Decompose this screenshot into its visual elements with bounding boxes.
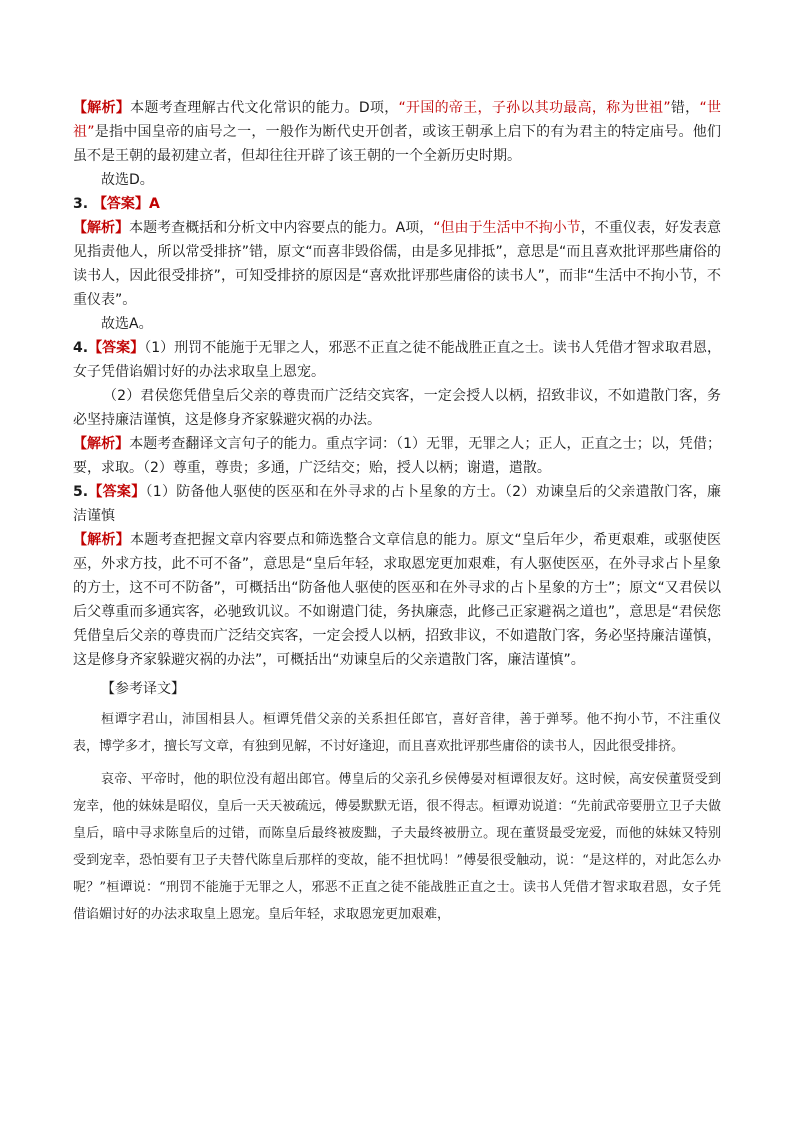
- translation-title: 【参考译文】: [101, 681, 185, 697]
- analysis-label: 【解析】: [73, 100, 131, 116]
- analysis-label: 【解析】: [73, 220, 130, 236]
- answer-label: 【答案】: [92, 196, 149, 212]
- q4-analysis-paragraph: [73, 432, 721, 480]
- document-body: [73, 96, 721, 928]
- q5-answer-paragraph: [73, 480, 721, 528]
- analysis-text: 错，: [670, 100, 700, 116]
- question-number: 4.: [73, 340, 89, 356]
- answer-text: （1）刑罚不能施于无罪之人，邪恶不正直之徒不能战胜正直之士。读书人凭借才智求取君恩，女子凭借谄媚讨好的办法求取皇上恩宠。: [73, 340, 722, 380]
- q3-analysis-paragraph: [73, 216, 721, 312]
- analysis-text: 本题考查翻译文言句子的能力。重点字词：（1）无罪，无罪之人；正人，正直之士；以，凭借；要，求取。（2）尊重，尊贵；多通，广泛结交；贻，授人以柄；谢遣，遣散。: [73, 436, 722, 476]
- quoted-option-text: “开国的帝王，子孙以其功最高，称为世祖”: [398, 100, 671, 116]
- conclusion-text: 故选A。: [101, 316, 153, 332]
- q5-analysis-paragraph: [73, 528, 721, 672]
- analysis-text: 本题考查把握文章内容要点和筛选整合文章信息的能力。原文“皇后年少，希更艰难，或驱使医巫，外求方技，此不可不备”，意思是“皇后年轻，求取恩宠更加艰难，有人驱使医巫，在外寻求占卜星象的方士，这不可不防备”，可概括出“防备他人驱使的医巫和在外寻求的占卜星象的方士”；原文“又君侯以后父尊重而多通宾客，必驰致讥议。不如谢遣门徒，务执廉悫，此修己正家避祸之道也”，意思是“君侯您凭借皇后父亲的尊贵而广泛结交宾客，一定会授人以柄，招致非议，不如遣散门客，务必坚持廉洁谨慎，这是修身齐家躲避灾祸的办法”，可概括出“劝谏皇后的父亲遣散门客，廉洁谨慎”。: [73, 532, 721, 668]
- quoted-term: 祖”: [73, 124, 95, 140]
- analysis-text: 本题考查理解古代文化常识的能力。D项，: [130, 100, 399, 116]
- quoted-term: “世: [699, 100, 722, 116]
- analysis-text: 是指中国皇帝的庙号之一，一般作为断代史开创者，或该王朝承上启下的有为君主的特定庙号。他们虽不是王朝的最初建立者，但却往往开辟了该王朝的一个全新历史时期。: [73, 124, 721, 164]
- answer-label: 【答案】: [88, 340, 145, 356]
- answer-label: 【答案】: [88, 484, 146, 500]
- analysis-text: 本题考查概括和分析文中内容要点的能力。A项，: [129, 220, 434, 236]
- quoted-option-text: “但由于生活中不拘小节: [433, 220, 581, 236]
- translation-paragraph: 哀帝、平帝时，他的职位没有超出郎官。傅皇后的父亲孔乡侯傅晏对桓谭很友好。这时候，高安侯董贤受到宠幸，他的妹妹是昭仪，皇后一天天被疏远，傅晏默默无语，很不得志。桓谭劝说道：“先前武帝要册立卫子夫做皇后，暗中寻求陈皇后的过错，而陈皇后最终被废黜，子夫最终被册立。现在董贤最受宠爱，而他的妹妹又特别受到宠幸，恐怕要有卫子夫替代陈皇后那样的变故，能不担忧吗！”傅晏很受触动，说：“是这样的，对此怎么办呢？”桓谭说：“刑罚不能施于无罪之人，邪恶不正直之徒不能战胜正直之士。读书人凭借才智求取君恩，女子凭借谄媚讨好的办法求取皇上恩宠。皇后年轻，求取恩宠更加艰难，: [73, 772, 721, 922]
- analysis-d-paragraph: [73, 96, 721, 168]
- conclusion-text: 故选D。: [101, 172, 154, 188]
- q4-answer-part2: （2）君侯您凭借皇后父亲的尊贵而广泛结交宾客，一定会授人以柄，招致非议，不如遣散门客，务必坚持廉洁谨慎，这是修身齐家躲避灾祸的办法。: [73, 388, 721, 428]
- q4-answer-paragraph: [73, 336, 721, 384]
- answer-value: A: [148, 196, 160, 212]
- analysis-text: ，不重仪表，好发表意见指责他人，所以常受排挤”错，原文“而喜非毁俗儒，由是多见排抵”，意思是“而且喜欢批评那些庸俗的读书人，因此很受排挤”，可知受排挤的原因是“喜欢批评那些庸俗的读书人”，而非“生活中不拘小节，不重仪表”。: [73, 220, 722, 308]
- question-number: 3.: [73, 196, 93, 212]
- analysis-label: 【解析】: [73, 532, 130, 548]
- question-number: 5.: [73, 484, 89, 500]
- translation-paragraph: 桓谭字君山，沛国相县人。桓谭凭借父亲的关系担任郎官，喜好音律，善于弹琴。他不拘小节，不注重仪表，博学多才，擅长写文章，有独到见解，不讨好逢迎，而且喜欢批评那些庸俗的读书人，因此很受排挤。: [73, 712, 721, 754]
- answer-text: （1）防备他人驱使的医巫和在外寻求的占卜星象的方士。（2）劝谏皇后的父亲遣散门客，廉洁谨慎: [73, 484, 722, 524]
- q3-answer-line: [73, 192, 721, 216]
- analysis-label: 【解析】: [73, 436, 130, 452]
